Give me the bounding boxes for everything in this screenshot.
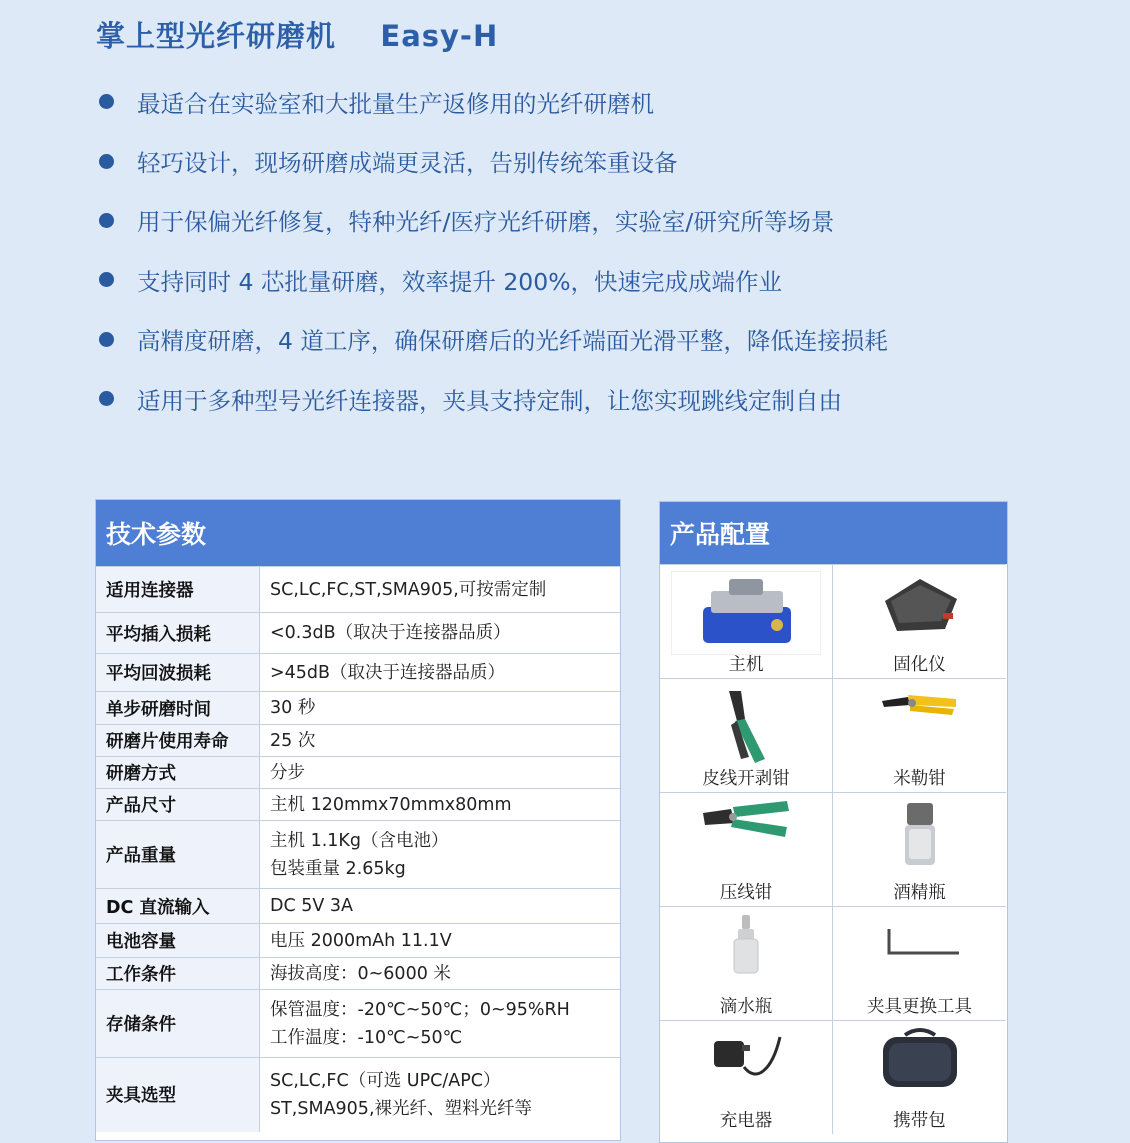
feature-text: 高精度研磨，4 道工序，确保研磨后的光纤端面光滑平整，降低连接损耗 xyxy=(137,327,888,356)
config-item xyxy=(833,564,1006,678)
spec-value: SC,LC,FC,ST,SMA905,可按需定制 xyxy=(260,567,621,613)
config-item-label: 携带包 xyxy=(893,1111,946,1131)
spec-value: 分步 xyxy=(260,757,621,789)
config-item-label: 主机 xyxy=(728,655,764,675)
spec-value: >45dB（取决于连接器品质） xyxy=(260,654,621,692)
config-item xyxy=(660,678,833,792)
spec-key: 平均插入损耗 xyxy=(96,613,260,654)
config-item-label: 夹具更换工具 xyxy=(867,997,972,1017)
spec-value-line: 包装重量 2.65kg xyxy=(270,858,406,879)
config-item-label: 米勒钳 xyxy=(893,769,946,789)
feature-item xyxy=(96,191,888,250)
spec-key: 存储条件 xyxy=(96,990,260,1058)
spec-value: <0.3dB（取决于连接器品质） xyxy=(260,613,621,654)
config-grid xyxy=(660,564,1007,1134)
feature-text: 支持同时 4 芯批量研磨，效率提升 200%，快速完成成端作业 xyxy=(137,267,783,296)
hex-key-icon xyxy=(875,913,965,963)
feature-item xyxy=(96,72,888,131)
miller-stripper-icon xyxy=(880,685,960,725)
table-row xyxy=(96,567,620,613)
spec-key: 适用连接器 xyxy=(96,567,260,613)
alcohol-bottle-icon xyxy=(895,799,945,869)
config-item-label: 固化仪 xyxy=(893,655,946,675)
spec-value-line: SC,LC,FC（可选 UPC/APC） xyxy=(270,1070,501,1091)
polishing-machine-icon xyxy=(671,571,821,655)
spec-value xyxy=(260,821,621,889)
spec-key: 研磨方式 xyxy=(96,757,260,789)
table-row xyxy=(96,1058,620,1132)
spec-value-line: ST,SMA905,裸光纤、塑料光纤等 xyxy=(270,1098,533,1119)
config-item xyxy=(660,564,833,678)
carry-case-icon xyxy=(875,1027,965,1093)
spec-value: 海拔高度：0~6000 米 xyxy=(260,958,621,990)
drop-cable-stripper-icon xyxy=(711,685,781,765)
config-item-label: 皮线开剥钳 xyxy=(702,769,790,789)
spec-key: 电池容量 xyxy=(96,924,260,958)
spec-value: 电压 2000mAh 11.1V xyxy=(260,924,621,958)
table-row xyxy=(96,958,620,990)
spec-key: 产品重量 xyxy=(96,821,260,889)
feature-item xyxy=(96,131,888,190)
bullet-dot-icon xyxy=(99,94,114,109)
page-title: 掌上型光纤研磨机 Easy-H xyxy=(96,19,499,53)
feature-text: 适用于多种型号光纤连接器，夹具支持定制，让您实现跳线定制自由 xyxy=(137,386,842,415)
spec-panel xyxy=(95,499,621,1141)
feature-item xyxy=(96,369,888,428)
spec-value-line: 保管温度：-20℃~50℃；0~95%RH xyxy=(270,999,570,1020)
spec-value: 主机 120mmx70mmx80mm xyxy=(260,789,621,821)
feature-item xyxy=(96,250,888,309)
feature-item xyxy=(96,310,888,369)
config-item xyxy=(833,1020,1006,1134)
spec-key: 平均回波损耗 xyxy=(96,654,260,692)
config-item-label: 充电器 xyxy=(719,1111,773,1131)
bullet-dot-icon xyxy=(99,391,114,406)
table-row xyxy=(96,757,620,789)
spec-key: 单步研磨时间 xyxy=(96,692,260,725)
spec-heading: 技术参数 xyxy=(96,500,620,566)
curing-oven-icon xyxy=(875,571,965,641)
config-item xyxy=(660,1020,833,1134)
config-item-label: 压线钳 xyxy=(719,883,773,903)
config-panel xyxy=(659,501,1008,1143)
config-item xyxy=(833,792,1006,906)
config-item-label: 滴水瓶 xyxy=(719,997,773,1017)
spec-value-line: 工作温度：-10℃~50℃ xyxy=(270,1027,463,1048)
config-item-label: 酒精瓶 xyxy=(893,883,946,903)
spec-value: 30 秒 xyxy=(260,692,621,725)
feature-text: 最适合在实验室和大批量生产返修用的光纤研磨机 xyxy=(137,89,654,118)
feature-text: 用于保偏光纤修复，特种光纤/医疗光纤研磨，实验室/研究所等场景 xyxy=(137,208,835,237)
bullet-dot-icon xyxy=(99,154,114,169)
table-row xyxy=(96,725,620,757)
charger-icon xyxy=(706,1027,786,1087)
table-row xyxy=(96,924,620,958)
table-row xyxy=(96,789,620,821)
spec-key: 夹具选型 xyxy=(96,1058,260,1132)
spec-value-line: 主机 1.1Kg（含电池） xyxy=(270,830,449,851)
bullet-dot-icon xyxy=(99,332,114,347)
spec-key: 产品尺寸 xyxy=(96,789,260,821)
spec-key: DC 直流输入 xyxy=(96,889,260,924)
config-item xyxy=(660,906,833,1020)
spec-value: 25 次 xyxy=(260,725,621,757)
spec-value xyxy=(260,990,621,1058)
spec-table xyxy=(96,566,620,1132)
spec-value: DC 5V 3A xyxy=(260,889,621,924)
table-row xyxy=(96,692,620,725)
table-row xyxy=(96,821,620,889)
spec-key: 工作条件 xyxy=(96,958,260,990)
feature-list xyxy=(96,72,888,428)
dropper-bottle-icon xyxy=(726,913,766,977)
config-heading: 产品配置 xyxy=(660,502,1007,564)
table-row xyxy=(96,889,620,924)
table-row xyxy=(96,990,620,1058)
spec-key: 研磨片使用寿命 xyxy=(96,725,260,757)
feature-text: 轻巧设计，现场研磨成端更灵活，告别传统笨重设备 xyxy=(137,149,678,178)
config-item xyxy=(833,678,1006,792)
table-row xyxy=(96,613,620,654)
crimping-tool-icon xyxy=(701,799,791,849)
config-item xyxy=(660,792,833,906)
table-row xyxy=(96,654,620,692)
bullet-dot-icon xyxy=(99,213,114,228)
spec-value xyxy=(260,1058,621,1132)
bullet-dot-icon xyxy=(99,272,114,287)
config-item xyxy=(833,906,1006,1020)
